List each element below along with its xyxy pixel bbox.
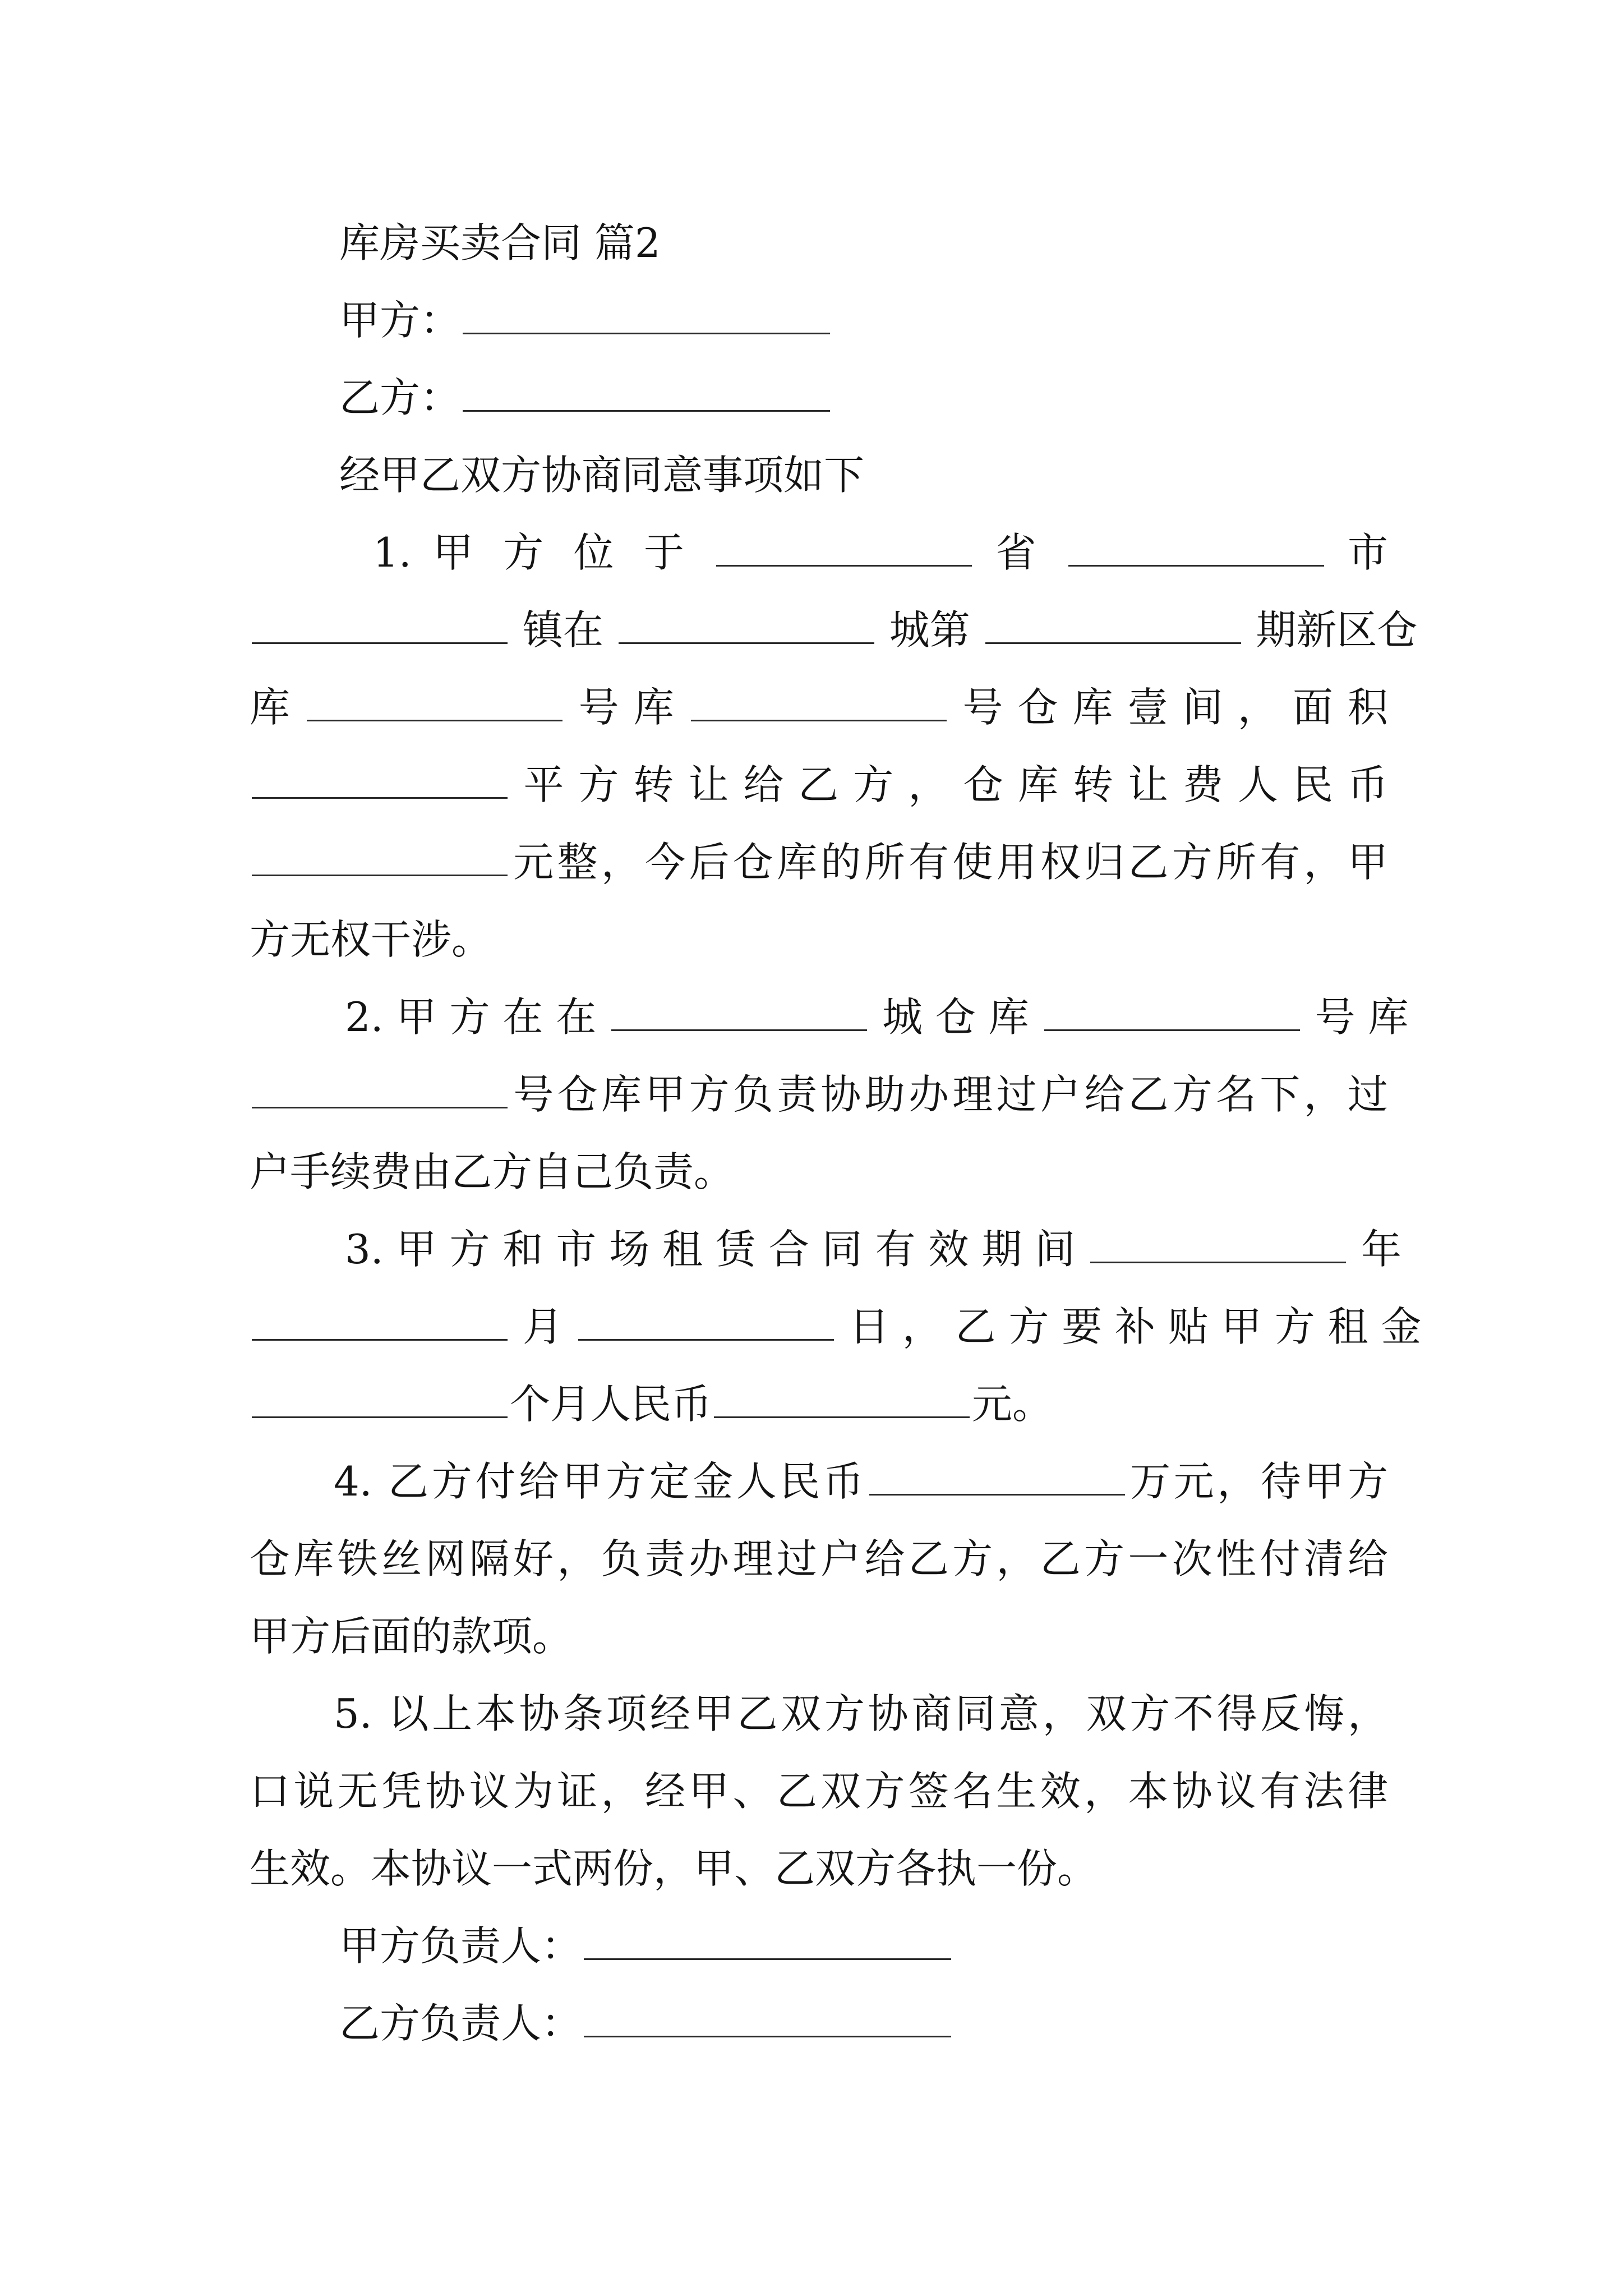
clause1-line2: 镇在 城第 期新区仓 [250, 591, 1388, 669]
party-b-line: 乙方： [339, 359, 832, 437]
year-blank[interactable] [1090, 1228, 1346, 1263]
area-blank[interactable] [252, 763, 508, 799]
sign-a-blank[interactable] [584, 1925, 951, 1960]
warehouse-number-blank[interactable] [691, 686, 947, 721]
phase-blank[interactable] [985, 609, 1241, 644]
clause1-line1: 1. 甲 方 位 于 省 市 [373, 529, 1389, 576]
intro-line: 经甲乙双方协商同意事项如下 [339, 452, 865, 499]
clause4-line1: 4. 乙方付给甲方定金人民币 万元，待甲方 [334, 1458, 1388, 1505]
clause3-line3: 个月人民币 元。 [250, 1365, 1388, 1443]
clause1-line4: 平 方 转 让 给 乙 方 ， 仓 库 转 让 费 人 民 币 [250, 746, 1388, 824]
clause1-line5: 元整，今后仓库的所有使用权归乙方所有，甲 [250, 823, 1388, 901]
province-blank[interactable] [716, 531, 972, 567]
city-blank[interactable] [1068, 531, 1324, 567]
town-blank[interactable] [252, 609, 508, 644]
clause3-line1: 3. 甲 方 和 市 场 租 赁 合 同 有 效 期 间 年 [345, 1226, 1402, 1273]
sign-b-line: 乙方负责人： [339, 1985, 953, 2063]
clause1-line6: 方无权干涉。 [250, 916, 492, 963]
clause3-line2: 月 日 ， 乙 方 要 补 贴 甲 方 租 金 [250, 1288, 1388, 1366]
sign-b-blank[interactable] [584, 2002, 951, 2037]
rent-amount-blank[interactable] [714, 1383, 970, 1418]
document-title: 库房买卖合同 篇2 [339, 219, 661, 266]
clause2-block-blank[interactable] [1044, 996, 1300, 1031]
party-a-blank[interactable] [463, 299, 830, 334]
clause2-city-blank[interactable] [611, 996, 867, 1031]
clause1-line3: 库 号 库 号 仓 库 壹 间 ， 面 积 [250, 684, 1388, 731]
clause5-line3: 生效。本协议一式两份，甲、乙双方各执一份。 [250, 1845, 1098, 1892]
month-blank[interactable] [252, 1305, 508, 1341]
clause2-line1: 2. 甲 方 在 在 城 仓 库 号 库 [345, 993, 1409, 1041]
deposit-blank[interactable] [869, 1460, 1125, 1496]
clause2-line2: 号仓库甲方负责协助办理过户给乙方名下，过 [250, 1056, 1388, 1134]
months-count-blank[interactable] [252, 1383, 508, 1418]
clause5-line2: 口说无凭协议为证，经甲、乙双方签名生效，本协议有法律 [250, 1768, 1388, 1815]
warehouse-block-blank[interactable] [307, 686, 562, 721]
day-blank[interactable] [578, 1305, 834, 1341]
party-a-line: 甲方： [339, 282, 832, 360]
party-b-blank[interactable] [463, 376, 830, 412]
clause5-line1: 5. 以上本协条项经甲乙双方协商同意，双方不得反悔， [334, 1690, 1388, 1737]
clause4-line3: 甲方后面的款项。 [250, 1613, 573, 1660]
clause2-number-blank[interactable] [252, 1073, 508, 1108]
clause2-line3: 户手续费由乙方自己负责。 [250, 1148, 735, 1195]
district-blank[interactable] [619, 609, 874, 644]
transfer-fee-blank[interactable] [252, 841, 508, 876]
sign-a-line: 甲方负责人： [339, 1907, 953, 1985]
clause4-line2: 仓库铁丝网隔好，负责办理过户给乙方，乙方一次性付清给 [250, 1535, 1388, 1582]
